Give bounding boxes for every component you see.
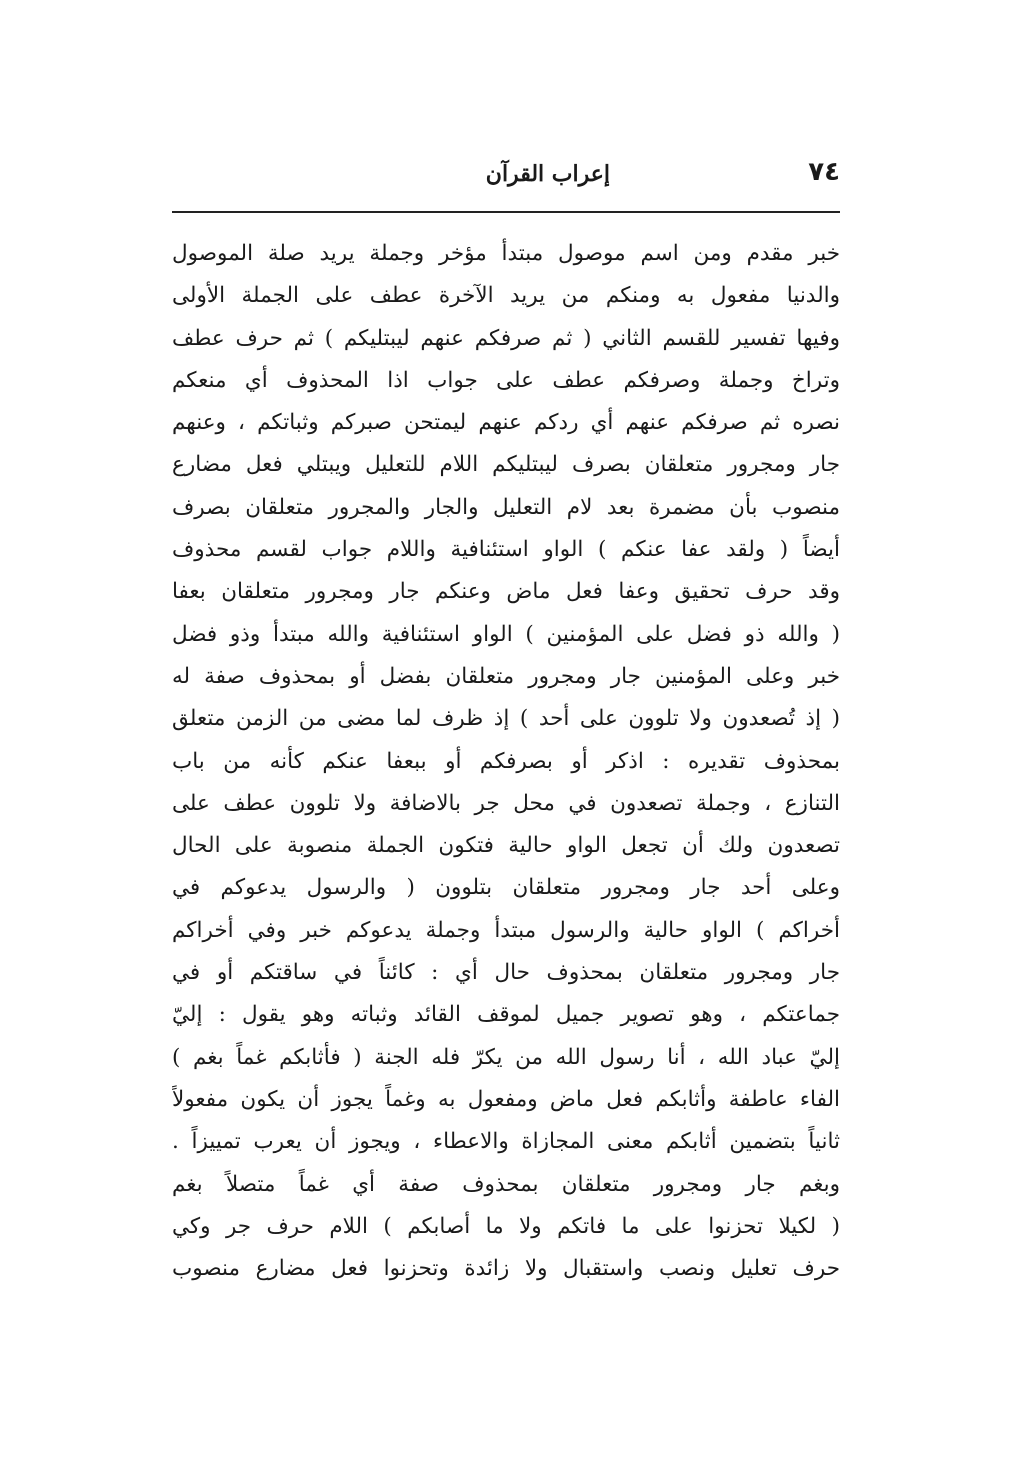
text-line: والدنيا مفعول به ومنكم من يريد الآخرة عطف على الجملة الأولى: [172, 283, 840, 309]
page-header: [172, 157, 840, 197]
text-line: نصره ثم صرفكم عنهم أي ردكم عنهم ليمتحن صبركم وثباتكم ، وعنهم: [172, 410, 840, 436]
text-line: وعلى أحد جار ومجرور متعلقان بتلوون ( والرسول يدعوكم في: [172, 875, 840, 901]
text-line: خبر مقدم ومن اسم موصول مبتدأ مؤخر وجملة يريد صلة الموصول: [172, 241, 840, 266]
page-number: ٧٤: [808, 157, 840, 187]
text-line: خبر وعلى المؤمنين جار ومجرور متعلقان بفضل أو بمحذوف صفة له: [172, 663, 840, 689]
body-text: [172, 233, 840, 1290]
text-line: إليّ عباد الله ، أنا رسول الله من يكرّ فله الجنة ( فأثابكم غماً بغم ): [172, 1044, 840, 1070]
text-line: ( إذ تُصعدون ولا تلوون على أحد ) إذ ظرف لما مضى من الزمن متعلق: [172, 706, 840, 732]
text-line: جار ومجرور متعلقان بصرف ليبتليكم اللام للتعليل ويبتلي فعل مضارع: [172, 452, 840, 478]
header-rule: [172, 211, 840, 213]
text-line: جار ومجرور متعلقان بمحذوف حال أي : كائناً في ساقتكم أو في: [172, 960, 840, 986]
text-line: أيضاً ( ولقد عفا عنكم ) الواو استئنافية واللام جواب لقسم محذوف: [172, 537, 840, 563]
text-line: ( والله ذو فضل على المؤمنين ) الواو استئنافية والله مبتدأ وذو فضل: [172, 621, 840, 647]
running-title: إعراب القرآن: [485, 161, 610, 187]
text-line: منصوب بأن مضمرة بعد لام التعليل والجار والمجرور متعلقان بصرف: [172, 494, 840, 520]
text-line: التنازع ، وجملة تصعدون في محل جر بالاضافة ولا تلوون عطف على: [172, 790, 840, 816]
text-line: الفاء عاطفة وأثابكم فعل ماض ومفعول به وغماً يجوز أن يكون مفعولاً: [172, 1086, 840, 1112]
text-line: حرف تعليل ونصب واستقبال ولا زائدة وتحزنوا فعل مضارع منصوب: [172, 1256, 840, 1282]
text-line: بمحذوف تقديره : اذكر أو بصرفكم أو ببعفا عنكم كأنه من باب: [172, 748, 840, 774]
text-line: ( لكيلا تحزنوا على ما فاتكم ولا ما أصابكم ) اللام حرف جر وكي: [172, 1213, 840, 1239]
text-line: تصعدون ولك أن تجعل الواو حالية فتكون الجملة منصوبة على الحال: [172, 833, 840, 859]
text-line: وفيها تفسير للقسم الثاني ( ثم صرفكم عنهم ليبتليكم ) ثم حرف عطف: [172, 325, 840, 351]
text-line: وقد حرف تحقيق وعفا فعل ماض وعنكم جار ومجرور متعلقان بعفا: [172, 579, 840, 605]
text-line: أخراكم ) الواو حالية والرسول مبتدأ وجملة يدعوكم خبر وفي أخراكم: [172, 917, 840, 943]
text-line: وبغم جار ومجرور متعلقان بمحذوف صفة أي غماً متصلاً بغم: [172, 1171, 840, 1197]
text-line: ثانياً بتضمين أثابكم معنى المجازاة والاعطاء ، ويجوز أن يعرب تمييزاً .: [172, 1129, 840, 1155]
text-line: جماعتكم ، وهو تصوير جميل لموقف القائد وثباته وهو يقول : إليّ: [172, 1002, 840, 1028]
text-line: وتراخ وجملة وصرفكم عطف على جواب اذا المحذوف أي منعكم: [172, 367, 840, 393]
